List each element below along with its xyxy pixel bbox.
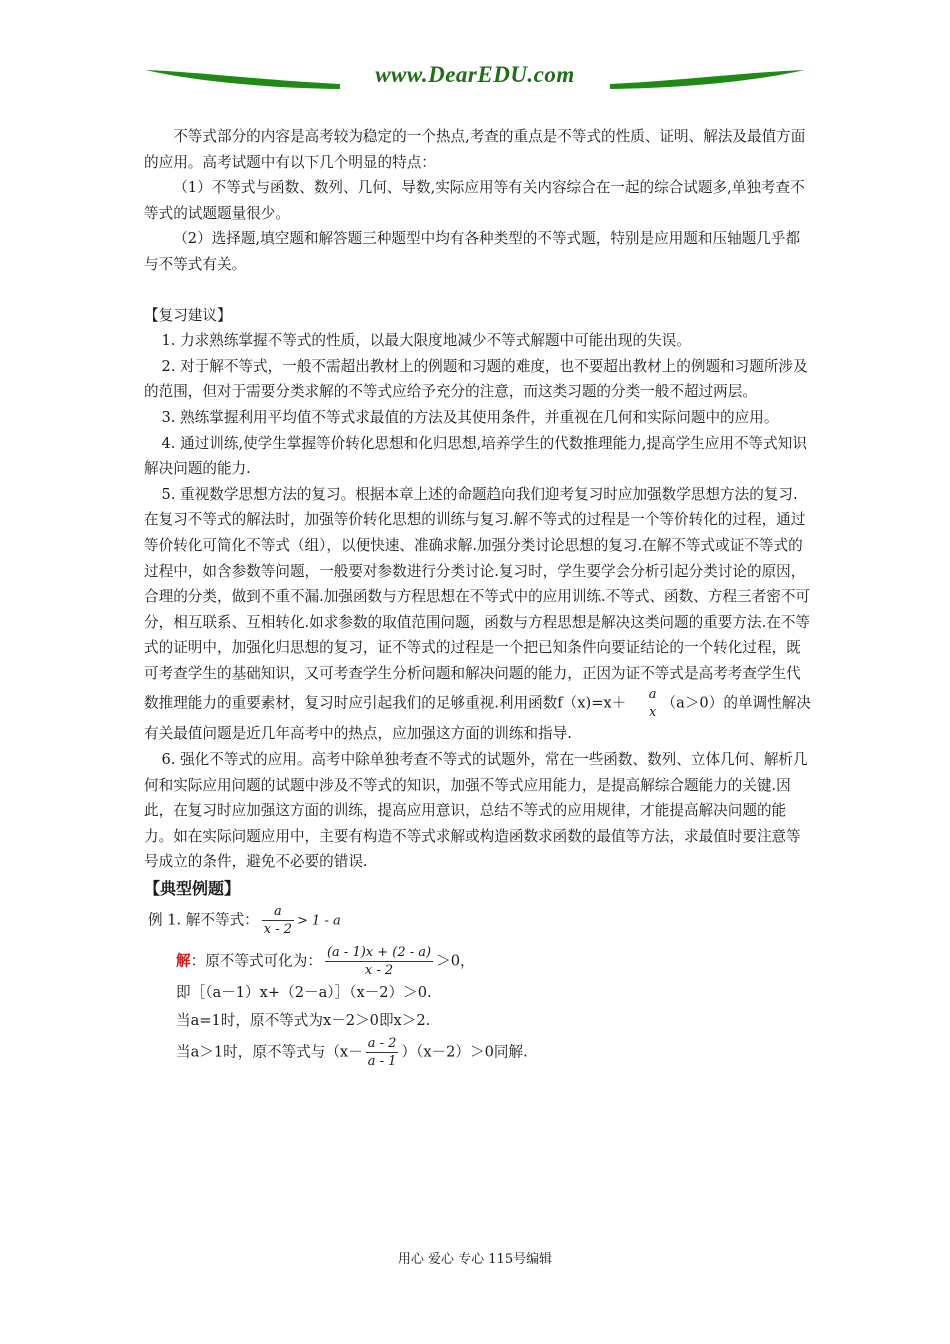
- solution-line-4: 当a＞1时，原不等式与（x－ $\frac{a - 2}{a - 1}$ ）（x－2）＞0同解.: [176, 1036, 528, 1070]
- review-heading: 【复习建议】: [144, 306, 232, 324]
- review-item-2: 2. 对于解不等式，一般不需超出教材上的例题和习题的难度，也不要超出教材上的例题和习题所涉及的范围，但对于需要分类求解的不等式应给予充分的注意，而这类习题的分类一般不超过两层。: [144, 357, 808, 401]
- solution-label: 解: [176, 952, 191, 970]
- solution-line-3: 当a=1时，原不等式为x－2＞0即x＞2.: [176, 1012, 431, 1030]
- example-1: 例 1. 解不等式： $\frac{a}{x - 2}$ > 1 - a: [148, 904, 341, 938]
- solution-line-1: 解：原不等式可化为： $\frac{(a - 1)x + (2 - a)}{x - 2}$ ＞0，: [176, 945, 475, 979]
- page-footer: 用心 爱心 专心 115号编辑: [397, 1252, 553, 1267]
- examples-heading: 【典型例题】: [144, 879, 241, 899]
- page-content: [144, 124, 812, 1070]
- intro-point-1: （1）不等式与函数、数列、几何、导数,实际应用等有关内容综合在一起的综合试题多,单独考查不等式的试题题量很少。: [144, 179, 805, 222]
- review-item-5: 5. 重视数学思想方法的复习。根据本章上述的命题趋向我们迎考复习时应加强数学思想方法的复习.在复习不等式的解法时，加强等价转化思想的训练与复习.解不等式的过程是一个等价转化的过程，通过等价转化可简化不等式（组），以便快速、准确求解.加强分类讨论思想的复习.在解不等式或证不等式的过程中，如含参数等问题，一般要对参数进行分类讨论.复习时，学生要学会分析引起分类讨论的原因，合理的分类，做到不重不漏.加强函数与方程思想在不等式中的应用训练.不等式、函数、方程三者密不可分，相互联系、互相转化.如求参数的取值范围问题，函数与方程思想是解决这类问题的重要方法.在不等式的证明中，加强化归思想的复习，证不等式的过程是一个把已知条件向要证结论的一个转化过程，既可考查学生的基础知识，又可考查学生分析问题和解决问题的能力，正因为证不等式是高考考查学生代数推理能力的重要素材，复习时应引起我们的足够重视.利用函数f（x)=x＋ a x （a＞0）的单调性解决有关最值问题是近几年高考中的热点，应加强这方面的训练和指导.: [144, 485, 811, 743]
- solution-line-2: 即［（a－1）x+（2－a）］（x－2）＞0.: [176, 984, 432, 1002]
- intro-paragraph: 不等式部分的内容是高考较为稳定的一个热点,考查的重点是不等式的性质、证明、解法及最值方面的应用。高考试题中有以下几个明显的特点：: [144, 128, 806, 171]
- fraction-example-1: $\frac{a}{x - 2}$: [263, 904, 293, 938]
- fraction-a-over-x: a x: [648, 687, 657, 721]
- fraction-solution: $\frac{(a - 1)x + (2 - a)}{x - 2}$: [326, 945, 432, 979]
- site-brand[interactable]: www.DearEDU.com: [375, 62, 575, 87]
- review-item-4: 4. 通过训练,使学生掌握等价转化思想和化归思想,培养学生的代数推理能力,提高学生应用不等式知识解决问题的能力.: [144, 434, 807, 478]
- review-item-6: 6. 强化不等式的应用。高考中除单独考查不等式的试题外，常在一些函数、数列、立体几何、解析几何和实际应用问题的试题中涉及不等式的知识，加强不等式应用能力，是提高解综合题能力的关键.因此，在复习时应加强这方面的训练，提高应用意识，总结不等式的应用规律，才能提高解决问题的能力。如在实际问题应用中，主要有构造不等式求解或构造函数求函数的最值等方法，求最值时要注意等号成立的条件，避免不必要的错误.: [144, 751, 808, 871]
- fraction-line-4: $\frac{a - 2}{a - 1}$: [367, 1036, 397, 1070]
- intro-point-2: （2）选择题,填空题和解答题三种题型中均有各种类型的不等式题，特别是应用题和压轴题几乎都与不等式有关。: [144, 230, 801, 273]
- site-header: [140, 58, 810, 98]
- review-item-3: 3. 熟练掌握利用平均值不等式求最值的方法及其使用条件，并重视在几何和实际问题中的应用。: [161, 408, 779, 426]
- review-item-1: 1. 力求熟练掌握不等式的性质，以最大限度地减少不等式解题中可能出现的失误。: [161, 332, 691, 350]
